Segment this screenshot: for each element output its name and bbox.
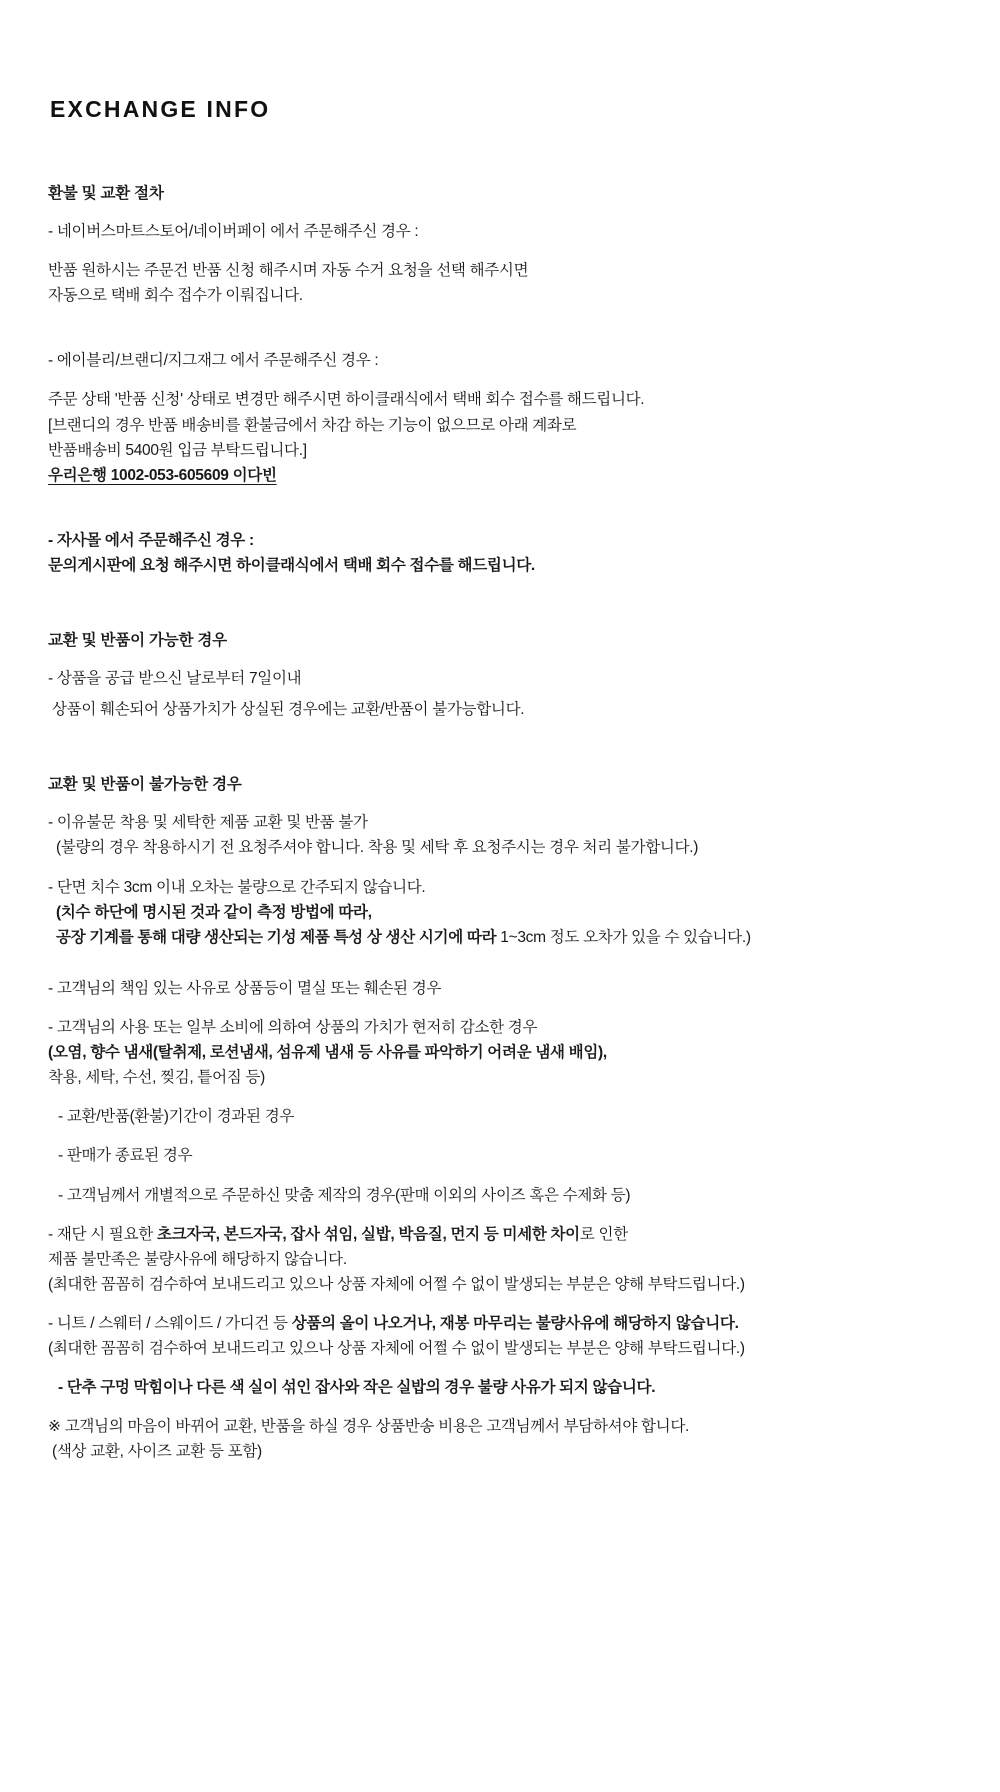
text-line: [브랜디의 경우 반품 배송비를 환불금에서 차감 하는 기능이 없으므로 아래 계좌로 [48, 416, 577, 434]
plain-fragment: 1~3cm 정도 오차가 있을 수 있습니다.) [500, 928, 751, 946]
bold-fragment: 초크자국, 본드자국, 잡사 섞임, 실밥, 박음질, 먼지 등 미세한 차이 [156, 1225, 580, 1243]
section-exchange-possible [48, 628, 952, 722]
text-line: (최대한 꼼꼼히 검수하여 보내드리고 있으나 상품 자체에 어쩔 수 없이 발생되는 부분은 양해 부탁드립니다.) [48, 1340, 745, 1358]
section-heading: 교환 및 반품이 가능한 경우 [48, 632, 227, 650]
text-line-mixed [48, 1311, 952, 1336]
note-line: ※ 고객님의 마음이 바뀌어 교환, 반품을 하실 경우 상품반송 비용은 고객님께서 부담하셔야 합니다. [48, 1418, 690, 1436]
text-line: 주문 상태 '반품 신청' 상태로 변경만 해주시면 하이클래식에서 택배 회수 접수를 해드립니다. [48, 391, 645, 409]
text-line: (최대한 꼼꼼히 검수하여 보내드리고 있으나 상품 자체에 어쩔 수 없이 발생되는 부분은 양해 부탁드립니다.) [48, 1275, 745, 1293]
text-line: - 자사몰 에서 주문해주신 경우 : [48, 531, 254, 549]
spacer [48, 1400, 952, 1414]
text-line-mixed [48, 1222, 952, 1247]
spacer [48, 373, 952, 387]
text-line: - 고객님께서 개별적으로 주문하신 맞춤 제작의 경우(판매 이외의 사이즈 혹은 수제화 등) [58, 1186, 631, 1204]
spacer [48, 308, 952, 348]
text-line: - 고객님의 책임 있는 사유로 상품등이 멸실 또는 훼손된 경우 [48, 979, 442, 997]
spacer [48, 1090, 952, 1104]
spacer [48, 950, 952, 976]
text-line: (불량의 경우 착용하시기 전 요청주셔야 합니다. 착용 및 세탁 후 요청주시는 경우 처리 불가합니다.) [48, 839, 699, 857]
plain-fragment: - 재단 시 필요한 [48, 1225, 157, 1243]
text-line: 자동으로 택배 회수 접수가 이뤄집니다. [48, 287, 303, 305]
text-line: - 고객님의 사용 또는 일부 소비에 의하여 상품의 가치가 현저히 감소한 경우 [48, 1018, 538, 1036]
text-line: - 단면 치수 3cm 이내 오차는 불량으로 간주되지 않습니다. [48, 878, 426, 896]
spacer [48, 488, 952, 528]
text-line: 상품이 훼손되어 상품가치가 상실된 경우에는 교환/반품이 불가능합니다. [48, 701, 525, 719]
text-line: - 이유불문 착용 및 세탁한 제품 교환 및 반품 불가 [48, 814, 368, 832]
text-line: 제품 불만족은 불량사유에 해당하지 않습니다. [48, 1250, 347, 1268]
text-line: - 교환/반품(환불)기간이 경과된 경우 [58, 1108, 295, 1126]
section-refund-exchange-procedure [48, 181, 952, 578]
page-title: EXCHANGE INFO [50, 96, 271, 122]
text-line: 반품 원하시는 주문건 반품 신청 해주시며 자동 수거 요청을 선택 해주시면 [48, 262, 529, 280]
spacer [48, 722, 952, 772]
spacer [48, 244, 952, 258]
text-line: 반품배송비 5400원 입금 부탁드립니다.] [48, 441, 307, 459]
text-line: - 네이버스마트스토어/네이버페이 에서 주문해주신 경우 : [48, 223, 419, 240]
text-line: 문의게시판에 요청 해주시면 하이클래식에서 택배 회수 접수를 해드립니다. [48, 556, 535, 574]
text-line: (오염, 향수 냄새(탈취제, 로션냄새, 섬유제 냄새 등 사유를 파악하기 어려운 냄새 배임), [48, 1044, 607, 1062]
section-heading: 교환 및 반품이 불가능한 경우 [48, 776, 242, 794]
spacer [48, 1208, 952, 1222]
text-line: - 판매가 종료된 경우 [58, 1147, 193, 1165]
section-exchange-impossible [48, 772, 952, 1464]
section-heading: 환불 및 교환 절차 [48, 185, 164, 202]
bank-account-line: 우리은행 1002-053-605609 이다빈 [48, 466, 277, 484]
spacer [48, 578, 952, 628]
spacer [48, 1001, 952, 1015]
spacer [48, 1361, 952, 1375]
plain-fragment: - 니트 / 스웨터 / 스웨이드 / 가디건 등 [48, 1314, 292, 1332]
bold-fragment: 공장 기계를 통해 대량 생산되는 기성 제품 특성 상 생산 시기에 따라 [48, 928, 501, 946]
spacer [48, 861, 952, 875]
text-line: - 단추 구멍 막힘이나 다른 색 실이 섞인 잡사와 작은 실밥의 경우 불량 사유가 되지 않습니다. [58, 1379, 656, 1397]
text-line-mixed [48, 925, 952, 950]
note-line: (색상 교환, 사이즈 교환 등 포함) [48, 1443, 262, 1461]
text-line: (치수 하단에 명시된 것과 같이 측정 방법에 따라, [48, 903, 372, 921]
bold-fragment: 상품의 올이 나오거나, 재봉 마무리는 불량사유에 해당하지 않습니다. [291, 1314, 739, 1332]
spacer [48, 1297, 952, 1311]
text-line: 착용, 세탁, 수선, 찢김, 틑어짐 등) [48, 1069, 265, 1087]
spacer [48, 1129, 952, 1143]
text-line: - 에이블리/브랜디/지그재그 에서 주문해주신 경우 : [48, 352, 379, 370]
text-line: - 상품을 공급 받으신 날로부터 7일이내 [48, 670, 302, 688]
plain-fragment: 로 인한 [579, 1225, 628, 1243]
spacer [48, 1169, 952, 1183]
